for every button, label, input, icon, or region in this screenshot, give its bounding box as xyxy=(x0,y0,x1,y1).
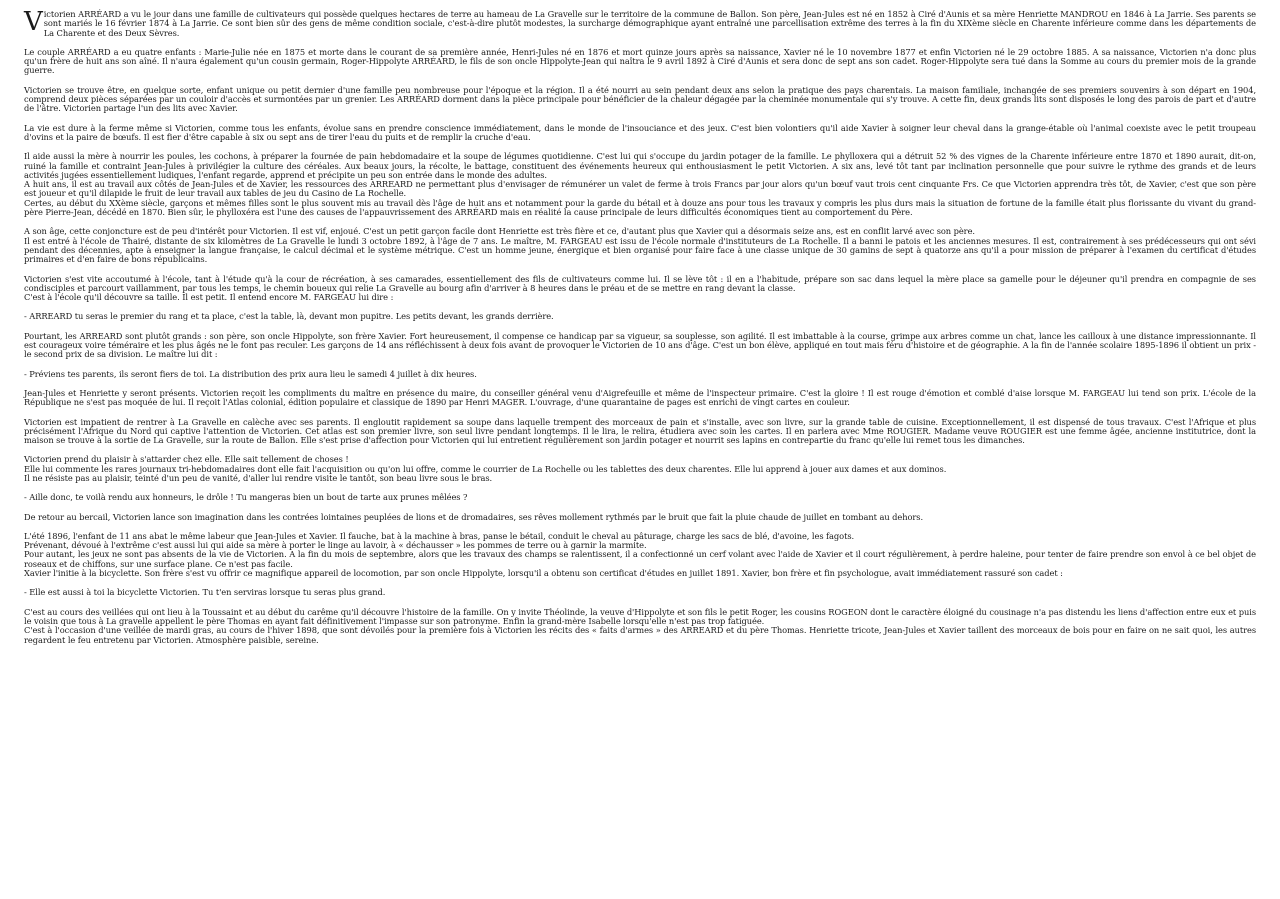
paragraph-23: Prévenant, dévoué à l'extrême c'est aussi lui qui aide sa mère à porter le linge au lavoir, à « déchausser » les pommes de terre ou à garnir la marmite. xyxy=(24,540,647,551)
paragraph-22: L'été 1896, l'enfant de 11 ans abat le même labeur que Jean-Jules et Xavier. Il fauche, bat à la machine à bras, panse le bétail, conduit le cheval au pâturage, charge les sacs de blé, d'avoine, les fagots. xyxy=(24,530,855,541)
paragraph-21: De retour au bercail, Victorien lance son imagination dans les contrées lointaines peuplées de lions et de dromadaires, ses rêves mollement rythmés par le bruit que fait la pluie chaude de juillet en tombant au dehors. xyxy=(24,511,923,522)
document-page xyxy=(24,7,1256,645)
paragraph-17: Victorien prend du plaisir à s'attarder chez elle. Elle sait tellement de choses ! xyxy=(24,454,349,465)
paragraph-7: Certes, au début du XXème siècle, garçons et mêmes filles sont le plus souvent mis au travail dès l'âge de huit ans et notamment pour la garde du bétail et à douze ans pour tous les travaux y compris les plus durs mais la situation de fortune de la famille était plus florissante du vivant du grand-père Pierre-Jean, décédé en 1870. Bien sûr, le phylloxéra est l'une des causes de l'appauvrissement des ARRÉARD mais en réalité la cause principale de leurs difficultés économiques tient au comportement du Père. xyxy=(24,197,1256,218)
paragraph-27: C'est au cours des veillées qui ont lieu à la Toussaint et au début du carême qu'il découvre l'histoire de la famille. On y invite Théolinde, la veuve d'Hippolyte et son fils le petit Roger, les cousins ROGEON dont le caractère éloigné du cousinage n'a pas distendu les liens d'affection entre eux et puis le voisin que tous à La gravelle appellent le père Thomas en ayant fait définitivement l'impasse sur son patronyme. Enfin la grand-mère Isabelle lorsqu'elle n'est pas trop fatiguée. xyxy=(24,606,1256,626)
drop-cap-letter: V xyxy=(24,7,43,37)
paragraph-text: ictorien ARRÉARD a vu le jour dans une famille de cultivateurs qui possède quelques hectares de terre au hameau de La Gravelle sur le territoire de la commune de Ballon. Son père, Jean-Jules est né en 1852 à Ciré d'Aunis et sa mère Henriette MANDROU en 1846 à La Jarrie. Ses parents se sont mariés le 16 février 1874 à La Jarrie. Ce sont bien sûr des gens de même condition sociale, c'est-à-dire plutôt modestes, la surcharge démographique ayant entraîné une parcellisation extrême des terres à la fin du XIXème siècle en Charente inférieure comme dans les départements de La Charente et des Deux Sèvres. xyxy=(43,9,1256,38)
paragraph-28: C'est à l'occasion d'une veillée de mardi gras, au cours de l'hiver 1898, que sont dévoilés pour la première fois à Victorien les récits des « faits d'armes » des ARREARD et du père Thomas. Henriette tricote, Jean-Jules et Xavier taillent des morceaux de bois pour en faire on ne sait quoi, les autres regardent le feu entretenu par Victorien. Atmosphère paisible, sereine. xyxy=(24,625,1256,645)
paragraph-14: - Préviens tes parents, ils seront fiers de toi. La distribution des prix aura lieu le samedi 4 juillet à dix heures. xyxy=(24,368,477,379)
paragraph-15: Jean-Jules et Henriette y seront présents. Victorien reçoit les compliments du maître en présence du maire, du conseiller général venu d'Aigrefeuille et même de l'inspecteur primaire. C'est la gloire ! Il est rouge d'émotion et comblé d'aise lorsque M. FARGEAU lui tend son prix. L'école de la République ne s'est pas moquée de lui. Il reçoit l'Atlas colonial, édition populaire et classique de 1890 par Henri MAGER. L'ouvrage, d'une quarantaine de pages est enrichi de vingt cartes en couleur. xyxy=(24,387,1256,408)
paragraph-4: La vie est dure à la ferme même si Victorien, comme tous les enfants, évolue sans en prendre conscience immédiatement, dans le monde de l'insouciance et des jeux. C'est bien volontiers qu'il aide Xavier à soigner leur cheval dans la grange-étable où l'animal coexiste avec le petit troupeau d'ovins et la paire de bœufs. Il est fier d'être capable à six ou sept ans de tirer l'eau du puits et de remplir la cruche d'eau. xyxy=(24,122,1256,142)
paragraph-24: Pour autant, les jeux ne sont pas absents de la vie de Victorien. A la fin du mois de septembre, alors que les travaux des champs se ralentissent, il a confectionné un cerf volant avec l'aide de Xavier et il court régulièrement, à perdre haleine, pour tenter de faire prendre son envol à ce bel objet de roseaux et de chiffons, sur une surface plane. Ce n'est pas facile. xyxy=(24,549,1256,569)
paragraph-1 xyxy=(24,7,1256,38)
paragraph-26: - Elle est aussi à toi la bicyclette Victorien. Tu t'en serviras lorsque tu seras plus grand. xyxy=(24,587,386,598)
paragraph-20: - Aille donc, te voilà rendu aux honneurs, le drôle ! Tu mangeras bien un bout de tarte aux prunes mêlées ? xyxy=(24,492,468,503)
paragraph-10: Victorien s'est vite accoutumé à l'école, tant à l'étude qu'à la cour de récréation, à ses camarades, essentiellement des fils de cultivateurs comme lui. Il se lève tôt : il en a l'habitude, prépare son sac dans lequel la mère place sa gamelle pour le déjeuner qu'il prendra en compagnie de ses condisciples et parcourt vaillamment, par tous les temps, le chemin boueux qui relie La Gravelle au bourg afin d'arriver à 8 heures dans le préau et de se mettre en rang devant la classe. xyxy=(24,273,1256,293)
paragraph-19: Il ne résiste pas au plaisir, teinté d'un peu de vanité, d'aller lui rendre visite le tantôt, son beau livre sous le bras. xyxy=(24,472,493,483)
paragraph-16: Victorien est impatient de rentrer à La Gravelle en calèche avec ses parents. Il engloutit rapidement sa soupe dans laquelle trempent des morceaux de pain et s'installe, avec son livre, sur la grande table de cuisine. Exceptionnellement, il est dispensé de tous travaux. C'est l'Afrique et plus précisément l'Afrique du Nord qui captive l'attention de Victorien. Cet atlas est son premier livre, son seul livre pendant longtemps. Il le lira, le relira, étudiera avec soin les cartes. Il en parlera avec Mme ROUGIER. Madame veuve ROUGIER est une femme âgée, ancienne institutrice, dont la maison se trouve à la sortie de La Gravelle, sur la route de Ballon. Elle s'est prise d'affection pour Victorien qui lui entretient régulièrement son jardin potager et nourrit ses lapins en contrepartie du franc qu'elle lui remet tous les dimanches. xyxy=(24,416,1256,446)
paragraph-25: Xavier l'initie à la bicyclette. Son frère s'est vu offrir ce magnifique appareil de locomotion, par son oncle Hippolyte, lorsqu'il a obtenu son certificat d'études en juillet 1891. Xavier, bon frère et fin psychologue, avait immédiatement rassuré son cadet : xyxy=(24,568,1063,579)
paragraph-2: Le couple ARRÉARD a eu quatre enfants : Marie-Julie née en 1875 et morte dans le courant de sa première année, Henri-Jules né en 1876 et mort quinze jours après sa naissance, Xavier né le 10 novembre 1877 et enfin Victorien né le 29 octobre 1885. A sa naissance, Victorien n'a donc plus qu'un frère de huit ans son aîné. Il n'aura également qu'un cousin germain, Roger-Hippolyte ARRÉARD, le fils de son oncle Hippolyte-Jean qui naîtra le 9 avril 1892 à Ciré d'Aunis et sera donc de sept ans son cadet. Roger-Hippolyte sera tué dans la Somme au cours du premier mois de la grande guerre. xyxy=(24,46,1256,76)
paragraph-8: A son âge, cette conjoncture est de peu d'intérêt pour Victorien. Il est vif, enjoué. C'est un petit garçon facile dont Henriette est très fière et ce, d'autant plus que Xavier qui a désormais seize ans, est en conflit larvé avec son père. xyxy=(24,226,975,237)
paragraph-13: Pourtant, les ARREARD sont plutôt grands : son père, son oncle Hippolyte, son frère Xavier. Fort heureusement, il compense ce handicap par sa vigueur, sa souplesse, son agilité. Il est imbattable à la course, grimpe aux arbres comme un chat, lance les cailloux à une distance impressionnante. Il est courageux voire téméraire et les plus âgés ne le font pas reculer. Les garçons de 14 ans réfléchissent à deux fois avant de provoquer le Victorien de 10 ans d'âge. C'est un bon élève, appliqué en tout mais féru d'histoire et de géographie. A la fin de l'année scolaire 1895-1896 il obtient un prix - le second prix de sa division. Le maître lui dit : xyxy=(24,330,1256,360)
paragraph-6: A huit ans, il est au travail aux côtés de Jean-Jules et de Xavier, les ressources des ARREARD ne permettant plus d'envisager de rémunérer un valet de ferme à trois Francs par jour alors qu'un bœuf vaut trois cent cinquante Frs. Ce que Victorien apprendra très tôt, de Xavier, c'est que son père est joueur et qu'il dilapide le fruit de leur travail aux tables de jeu du Casino de La Rochelle. xyxy=(24,179,1256,199)
paragraph-12: - ARREARD tu seras le premier du rang et ta place, c'est la table, là, devant mon pupitre. Les petits devant, les grands derrière. xyxy=(24,311,554,322)
paragraph-18: Elle lui commente les rares journaux tri-hebdomadaires dont elle fait l'acquisition ou qu'on lui offre, comme le courrier de La Rochelle ou les tablettes des deux charentes. Elle lui apprend à jouer aux dames et aux dominos. xyxy=(24,463,947,474)
paragraph-3: Victorien se trouve être, en quelque sorte, enfant unique ou petit dernier d'une famille peu nombreuse pour l'époque et la région. Il a été nourri au sein pendant deux ans selon la pratique des pays charentais. La maison familiale, inchangée de ses premiers souvenirs à son départ en 1904, comprend deux pièces séparées par un couloir d'accès et surmontées par un grenier. Les ARRÉARD dorment dans la pièce principale pour bénéficier de la chaleur dégagée par la cheminée monumentale qui s'y trouve. A cette fin, deux grands lits sont disposés le long des parois de part et d'autre de l'âtre. Victorien partage l'un des lits avec Xavier. xyxy=(24,84,1256,114)
paragraph-5: Il aide aussi la mère à nourrir les poules, les cochons, à préparer la fournée de pain hebdomadaire et la soupe de légumes quotidienne. C'est lui qui s'occupe du jardin potager de la famille. Le phylloxera qui a détruit 52 % des vignes de la Charente inférieure entre 1870 et 1890 aurait, dit-on, ruiné la famille et contraint Jean-Jules à privilégier la culture des céréales. Aux beaux jours, la récolte, le battage, constituent des événements heureux qui enthousiasment le petit Victorien. A six ans, levé tôt tant par inclination personnelle que pour suivre le rythme des grands et de leurs activités jugées essentiellement ludiques, l'enfant regarde, apprend et précipite un peu son entrée dans le monde des adultes. xyxy=(24,151,1256,180)
paragraph-11: C'est à l'école qu'il découvre sa taille. Il est petit. Il entend encore M. FARGEAU lui dire : xyxy=(24,292,394,303)
paragraph-9: Il est entré à l'école de Thairé, distante de six kilomètres de La Gravelle le lundi 3 octobre 1892, à l'âge de 7 ans. Le maître, M. FARGEAU est issu de l'école normale d'instituteurs de La Rochelle. Il a banni le patois et les anciennes mesures. Il est, contrairement à ses prédécesseurs qui ont sévi pendant des décennies, apte à enseigner la langue française, le calcul décimal et le système métrique. C'est un homme jeune, énergique et bien organisé pour faire face à une classe unique de 30 gamins de sept à quatorze ans qu'il a pour mission de préparer à l'examen du certificat d'études primaires et d'en faire de bons républicains. xyxy=(24,235,1256,265)
